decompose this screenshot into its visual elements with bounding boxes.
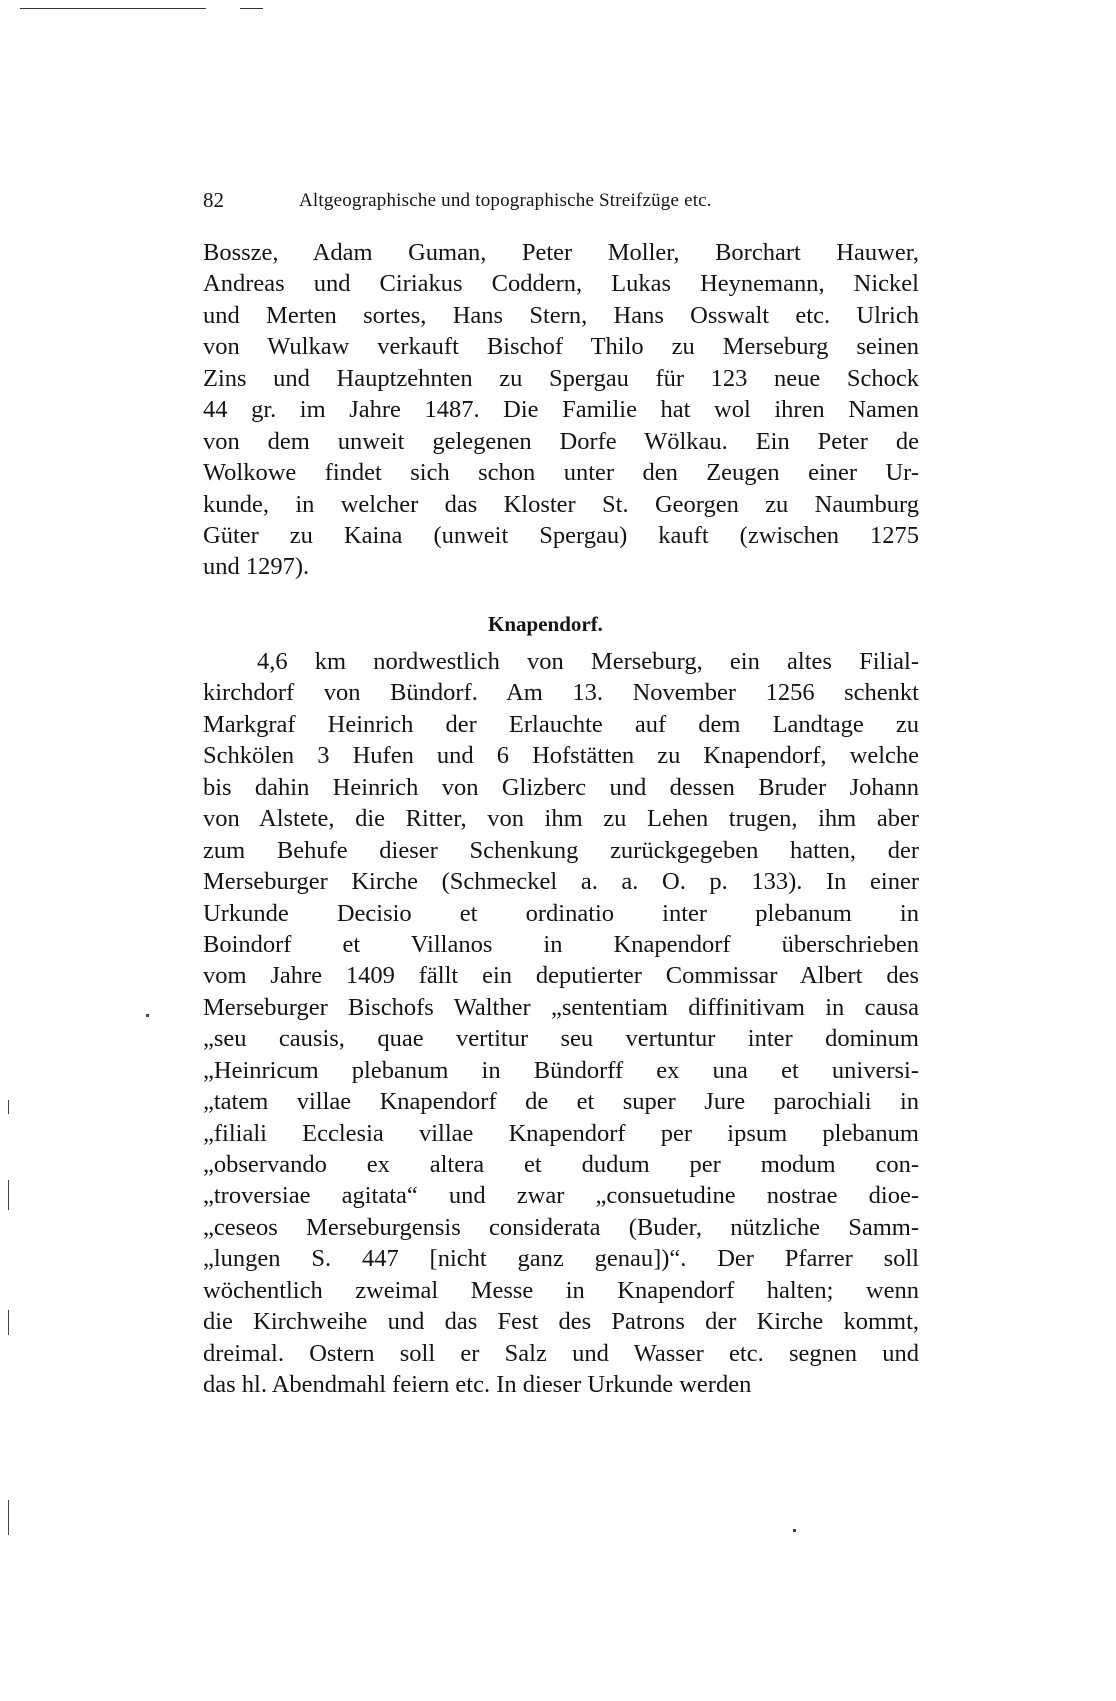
text-line: Schkölen 3 Hufen und 6 Hofstätten zu Knapendorf, welche <box>203 742 919 770</box>
scan-mark <box>8 1180 9 1210</box>
text-line: „observando ex altera et dudum per modum con- <box>203 1151 919 1178</box>
text-line: 44 gr. im Jahre 1487. Die Familie hat wol ihren Namen <box>203 396 919 424</box>
scan-mark <box>8 1100 9 1114</box>
text-line: Güter zu Kaina (unweit Spergau) kauft (zwischen 1275 <box>203 521 919 549</box>
scan-mark <box>793 1529 796 1532</box>
text-line: 4,6 km nordwestlich von Merseburg, ein altes Filial- <box>257 648 919 675</box>
text-line: Urkunde Decisio et ordinatio inter plebanum in <box>203 899 919 927</box>
text-line: das hl. Abendmahl feiern etc. In dieser Urkunde werden <box>203 1371 752 1399</box>
text-line: Andreas und Ciriakus Coddern, Lukas Heynemann, Nickel <box>203 270 919 298</box>
page-number: 82 <box>203 188 224 212</box>
text-line: Zins und Hauptzehnten zu Spergau für 123 neue Schock <box>203 364 919 392</box>
text-line: „ceseos Merseburgensis considerata (Buder, nützliche Samm- <box>203 1213 919 1241</box>
paragraph-2 <box>203 646 919 1401</box>
scan-mark <box>146 1014 149 1017</box>
text-line: „filiali Ecclesia villae Knapendorf per ipsum plebanum <box>203 1119 919 1147</box>
text-line: wöchentlich zweimal Messe in Knapendorf halten; wenn <box>203 1276 919 1304</box>
text-line: „troversiae agitata“ und zwar „consuetudine nostrae dioe- <box>203 1182 919 1210</box>
text-line: von Wulkaw verkauft Bischof Thilo zu Merseburg seinen <box>203 333 919 361</box>
top-rule-short <box>240 8 263 9</box>
text-line: „lungen S. 447 [nicht ganz genau])“. Der Pfarrer soll <box>203 1245 919 1273</box>
scan-mark <box>8 1500 9 1535</box>
text-line: Bossze, Adam Guman, Peter Moller, Borchart Hauwer, <box>203 239 919 266</box>
section-heading-text: Knapendorf. <box>488 612 603 636</box>
running-title: Altgeographische und topographische Streifzüge etc. <box>299 190 712 211</box>
text-line: Merseburger Kirche (Schmeckel a. a. O. p. 133). In einer <box>203 868 919 896</box>
text-line: „seu causis, quae vertitur seu vertuntur inter dominum <box>203 1025 919 1053</box>
text-line: Markgraf Heinrich der Erlauchte auf dem Landtage zu <box>203 710 919 738</box>
text-line: Wolkowe findet sich schon unter den Zeugen einer Ur- <box>203 459 919 487</box>
paragraph-1 <box>203 237 919 583</box>
text-line: von dem unweit gelegenen Dorfe Wölkau. Ein Peter de <box>203 427 919 455</box>
text-line: dreimal. Ostern soll er Salz und Wasser etc. segnen und <box>203 1339 919 1367</box>
text-line: die Kirchweihe und das Fest des Patrons der Kirche kommt, <box>203 1308 919 1336</box>
scan-mark <box>8 1310 9 1335</box>
text-line: zum Behufe dieser Schenkung zurückgegeben hatten, der <box>203 836 919 864</box>
text-line: und 1297). <box>203 553 310 581</box>
text-line: und Merten sortes, Hans Stern, Hans Osswalt etc. Ulrich <box>203 301 919 329</box>
text-line: Boindorf et Villanos in Knapendorf überschrieben <box>203 930 919 958</box>
text-line: „Heinricum plebanum in Bündorff ex una et universi- <box>203 1056 919 1084</box>
text-line: kirchdorf von Bündorf. Am 13. November 1256 schenkt <box>203 679 919 707</box>
text-line: Merseburger Bischofs Walther „sententiam diffinitivam in causa <box>203 993 919 1021</box>
text-line: von Alstete, die Ritter, von ihm zu Lehen trugen, ihm aber <box>203 805 919 833</box>
top-rule-long <box>20 8 206 9</box>
text-line: kunde, in welcher das Kloster St. Georgen zu Naumburg <box>203 490 919 518</box>
text-line: „tatem villae Knapendorf de et super Jure parochiali in <box>203 1088 919 1116</box>
text-line: bis dahin Heinrich von Glizberc und dessen Bruder Johann <box>203 773 919 801</box>
text-line: vom Jahre 1409 fällt ein deputierter Commissar Albert des <box>203 962 919 990</box>
